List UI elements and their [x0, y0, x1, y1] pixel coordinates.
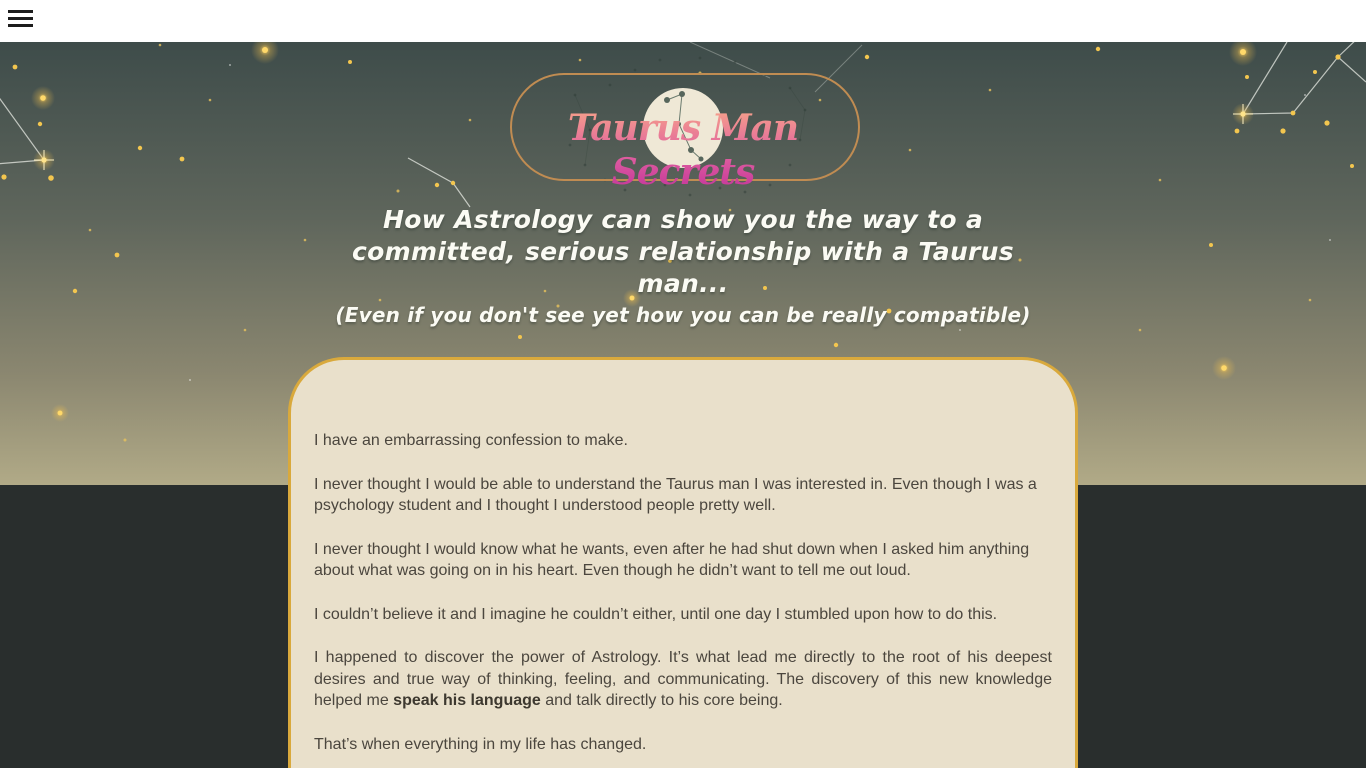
- card-paragraph-3: I never thought I would know what he wants, even after he had shut down when I asked him anything about what was going on in his heart. Even though he didn’t want to tell me out loud.: [314, 540, 1030, 579]
- top-navigation-bar: [0, 0, 1366, 42]
- headline-line-3: man...: [637, 269, 729, 298]
- page-title: [0, 204, 1366, 300]
- card-paragraph-5: I happened to discover the power of Astrology. It’s what lead me directly to the root of his deepest desires and true way of thinking, feeling, and communicating. The discovery of this new knowledge helped me speak his language and talk directly to his core being.: [314, 649, 1052, 709]
- card-paragraph-4: I couldn’t believe it and I imagine he couldn’t either, until one day I stumbled upon how to do this.: [314, 605, 998, 623]
- card-paragraph-2: I never thought I would be able to understand the Taurus man I was interested in. Even though I was a psychology student and I thought I understood people pretty well.: [314, 475, 1037, 514]
- page-subtitle: (Even if you don't see yet how you can be really compatible): [335, 303, 1031, 327]
- card-paragraph-6: That’s when everything in my life has changed.: [314, 735, 647, 753]
- content-card: [288, 357, 1078, 768]
- headline-line-2: committed, serious relationship with a Taurus: [352, 237, 1014, 266]
- hamburger-menu-icon[interactable]: [8, 10, 33, 32]
- logo-title[interactable]: Taurus Man Secrets: [498, 106, 868, 194]
- bold-phrase: speak his language: [393, 692, 541, 709]
- card-paragraph-1: I have an embarrassing confession to make.: [314, 432, 628, 449]
- headline-line-1: How Astrology can show you the way to a: [382, 205, 984, 234]
